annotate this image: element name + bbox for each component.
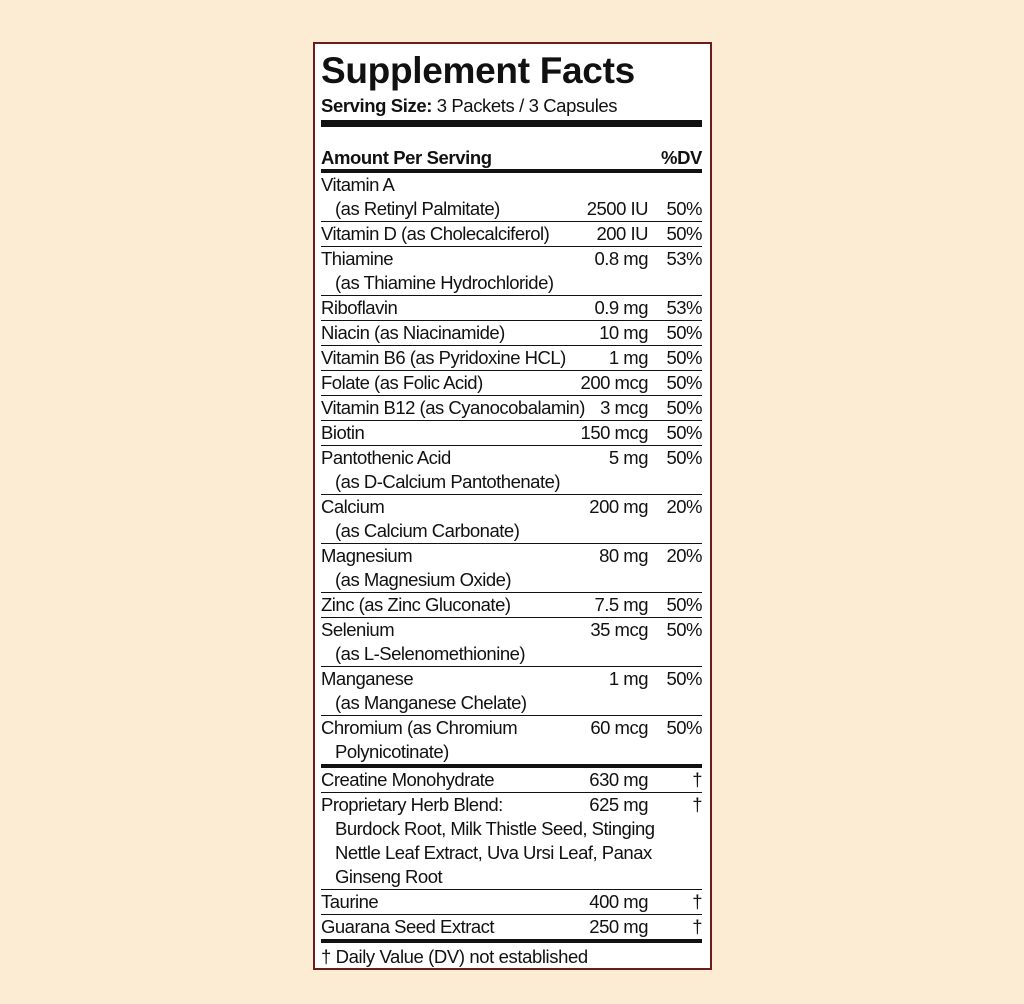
table-row [321,768,702,792]
ingredient-dv: † [692,891,702,912]
ingredient-source: (as Manganese Chelate) [335,692,527,713]
ingredient-name: Thiamine [321,248,394,269]
table-row [321,666,702,715]
table-row [321,345,702,370]
table-row [321,295,702,320]
ingredient-dv: 50% [666,372,702,393]
ingredient-source: Burdock Root, Milk Thistle Seed, Stinging Nettle Leaf Extract, Uva Ursi Leaf, Panax Ginseng Root [335,818,655,887]
ingredient-name: Vitamin B6 (as Pyridoxine HCL) [321,347,566,368]
footnote: † Daily Value (DV) not established [321,946,588,967]
ingredient-name: Vitamin B12 (as Cyanocobalamin) [321,397,585,418]
ingredient-name: Guarana Seed Extract [321,916,495,937]
ingredient-dv: 50% [666,422,702,443]
ingredient-source: (as Calcium Carbonate) [335,520,520,541]
table-row [321,221,702,246]
ingredient-name: Biotin [321,422,365,443]
ingredient-dv: † [692,794,702,815]
table-row [321,543,702,592]
ingredient-dv: † [692,769,702,790]
ingredient-name: Creatine Monohydrate [321,769,495,790]
table-row [321,246,702,295]
ingredient-amount: 200 mcg [580,372,648,393]
table-row [321,889,702,914]
ingredient-dv: † [692,916,702,937]
ingredient-source: (as Magnesium Oxide) [335,569,512,590]
ingredient-dv: 20% [666,545,702,566]
ingredient-source: (as D-Calcium Pantothenate) [335,471,561,492]
table-row [321,420,702,445]
ingredient-name: Calcium [321,496,385,517]
ingredient-amount: 7.5 mg [594,594,648,615]
ingredient-dv: 50% [666,594,702,615]
ingredient-dv: 50% [666,322,702,343]
table-row [321,715,702,764]
ingredient-dv: 20% [666,496,702,517]
table-header [321,147,702,169]
ingredient-amount: 60 mcg [590,717,648,738]
ingredient-dv: 53% [666,248,702,269]
ingredient-amount: 0.9 mg [594,297,648,318]
table-row [321,617,702,666]
label-content [321,48,702,969]
table-row [321,395,702,420]
ingredient-amount: 35 mcg [590,619,648,640]
ingredient-amount: 1 mg [608,347,648,368]
ingredient-amount: 250 mg [589,916,648,937]
ingredient-source: (as Thiamine Hydrochloride) [335,272,554,293]
header-dv: %DV [661,147,702,168]
divider-bottom [321,939,702,943]
table-row [321,914,702,939]
ingredient-name: Zinc (as Zinc Gluconate) [321,594,511,615]
ingredient-name: Vitamin D (as Cholecalciferol) [321,223,550,244]
ingredient-amount: 625 mg [589,794,648,815]
ingredient-amount: 5 mg [608,447,648,468]
ingredient-name: Magnesium [321,545,413,566]
table-row [321,370,702,395]
ingredient-amount: 3 mcg [600,397,648,418]
ingredient-dv: 50% [666,447,702,468]
ingredient-name: Proprietary Herb Blend: [321,794,503,815]
ingredient-source: Polynicotinate) [335,741,449,762]
ingredient-source: (as L-Selenomethionine) [335,643,526,664]
other-ingredients-list [321,768,702,939]
ingredient-amount: 630 mg [589,769,648,790]
ingredient-amount: 0.8 mg [594,248,648,269]
ingredient-dv: 50% [666,397,702,418]
ingredient-dv: 50% [666,347,702,368]
table-row [321,592,702,617]
nutrient-list [321,173,702,764]
ingredient-amount: 150 mcg [580,422,648,443]
table-row [321,494,702,543]
ingredient-source: (as Retinyl Palmitate) [335,198,500,219]
ingredient-dv: 50% [666,717,702,738]
ingredient-name: Manganese [321,668,414,689]
ingredient-dv: 50% [666,198,702,219]
ingredient-amount: 200 IU [596,223,648,244]
serving-size-value: 3 Packets / 3 Capsules [436,95,618,116]
ingredient-amount: 2500 IU [586,198,648,219]
ingredient-dv: 50% [666,223,702,244]
table-row [321,792,702,889]
ingredient-dv: 50% [666,619,702,640]
ingredient-name: Folate (as Folic Acid) [321,372,483,393]
supplement-facts-panel [313,42,712,970]
ingredient-name: Niacin (as Niacinamide) [321,322,505,343]
ingredient-dv: 53% [666,297,702,318]
ingredient-name: Taurine [321,891,379,912]
ingredient-amount: 10 mg [599,322,648,343]
ingredient-name: Selenium [321,619,395,640]
table-row [321,445,702,494]
serving-size [321,94,702,118]
header-amount-per-serving: Amount Per Serving [321,147,492,168]
label-title: Supplement Facts [321,50,635,91]
ingredient-amount: 80 mg [599,545,648,566]
ingredient-dv: 50% [666,668,702,689]
table-row [321,173,702,221]
ingredient-name: Riboflavin [321,297,398,318]
ingredient-name: Vitamin A [321,174,395,195]
table-row [321,320,702,345]
ingredient-amount: 400 mg [589,891,648,912]
ingredient-name: Chromium (as Chromium [321,717,518,738]
divider-thick [321,120,702,127]
serving-size-label: Serving Size: [321,95,432,116]
ingredient-amount: 200 mg [589,496,648,517]
ingredient-amount: 1 mg [608,668,648,689]
ingredient-name: Pantothenic Acid [321,447,451,468]
